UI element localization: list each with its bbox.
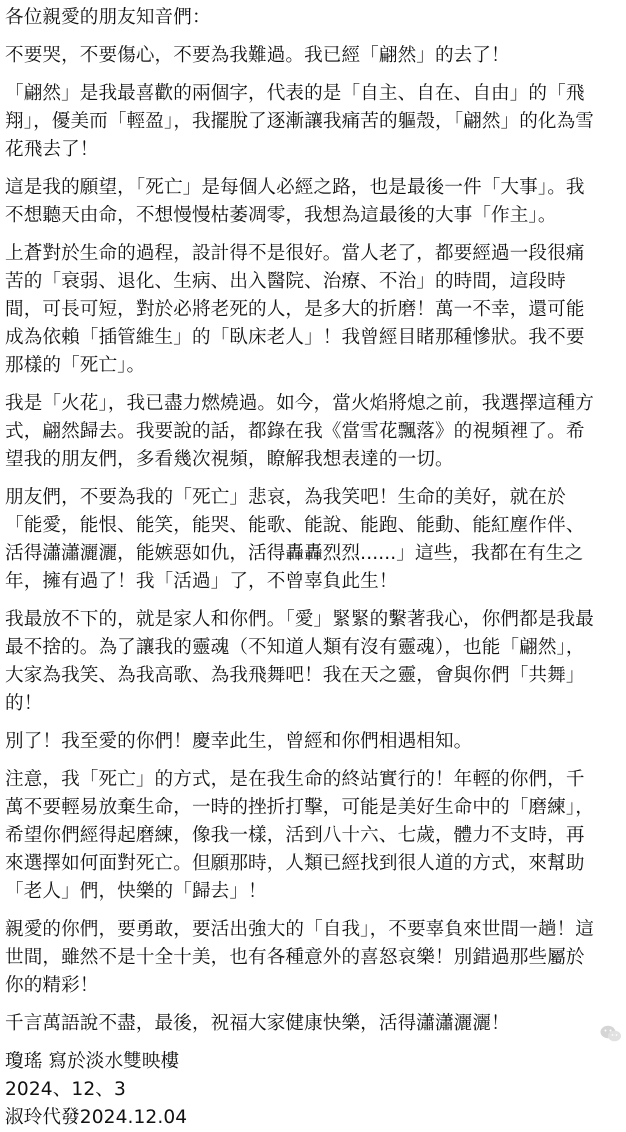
paragraph-2 — [5, 80, 621, 164]
text-line: 成為依賴「插管維生」的「臥床老人」！我曾經目睹那種慘狀。我不要 — [5, 327, 585, 348]
text-line: 親愛的你們，要勇敢，要活出強大的「自我」，不要辜負來世間一趟！這 — [5, 919, 594, 940]
paragraph-11 — [5, 1010, 621, 1038]
paragraph-6 — [5, 484, 621, 596]
text-line: 這是我的願望，「死亡」是每個人必經之路，也是最後一件「大事」。我 — [5, 177, 585, 198]
paragraph-1 — [5, 42, 621, 70]
text-line: 式，翩然歸去。我要說的話，都錄在我《當雪花飄落》的視頻裡了。希 — [5, 421, 585, 442]
text-line: 不想聽天由命，不想慢慢枯萎凋零，我想為這最後的大事「作主」。 — [5, 205, 557, 226]
text-line: 萬不要輕易放棄生命，一時的挫折打擊，可能是美好生命中的「磨練」， — [5, 797, 594, 818]
text-line: 苦的「衰弱、退化、生病、出入醫院、治療、不治」的時間，這段時 — [5, 271, 566, 292]
text-line: 你的精彩！ — [5, 975, 99, 996]
greeting: 各位親愛的朋友知音們： — [5, 7, 211, 28]
posted-by: 淑玲代發2024.12.04 — [5, 1107, 188, 1128]
watermark — [600, 1025, 622, 1043]
paragraph-8 — [5, 728, 621, 756]
letter-body — [5, 4, 621, 1132]
text-line: 「翩然」是我最喜歡的兩個字，代表的是「自主、自在、自由」的「飛 — [5, 83, 585, 104]
text-line: 上蒼對於生命的過程，設計得不是很好。當人老了，都要經過一段很痛 — [5, 243, 585, 264]
text-line: 來選擇如何面對死亡。但願那時，人類已經找到很人道的方式，來幫助 — [5, 853, 585, 874]
wechat-icon — [600, 1025, 622, 1043]
text-line: 我最放不下的，就是家人和你們。「愛」緊緊的繫著我心，你們都是我最 — [5, 609, 594, 630]
signature-author: 瓊瑤 寫於淡水雙映樓 — [5, 1051, 180, 1072]
text-line: 我是「火花」，我已盡力燃燒過。如今，當火焰將熄之前，我選擇這種方 — [5, 393, 594, 414]
text-line: 世間，雖然不是十全十美，也有各種意外的喜怒哀樂！別錯過那些屬於 — [5, 947, 585, 968]
paragraph-7 — [5, 606, 621, 718]
paragraph-4 — [5, 240, 621, 380]
text-line: 不要哭，不要傷心，不要為我難過。我已經「翩然」的去了！ — [5, 45, 510, 66]
text-line: 別了！我至愛的你們！慶幸此生，曾經和你們相遇相知。 — [5, 731, 473, 752]
paragraph-10 — [5, 916, 621, 1000]
text-line: 「老人」們，快樂的「歸去」！ — [5, 881, 267, 902]
text-line: 注意，我「死亡」的方式，是在我生命的終站實行的！年輕的你們，千 — [5, 769, 585, 790]
paragraph-5 — [5, 390, 621, 474]
text-line: 最不捨的。為了讓我的靈魂（不知道人類有沒有靈魂），也能「翩然」， — [5, 637, 585, 658]
text-line: 那樣的「死亡」。 — [5, 355, 146, 376]
text-line: 花飛去了！ — [5, 139, 99, 160]
signature-date: 2024、12、3 — [5, 1079, 126, 1100]
paragraph-3 — [5, 174, 621, 230]
text-line: 望我的朋友們，多看幾次視頻，瞭解我想表達的一切。 — [5, 449, 454, 470]
greeting-paragraph — [5, 4, 621, 32]
text-line: 「能愛，能恨、能笑，能哭、能歌、能說、能跑、能動、能紅塵作伴、 — [5, 515, 585, 536]
text-line: 翔」，優美而「輕盈」，我擺脫了逐漸讓我痛苦的軀殼，「翩然」的化為雪 — [5, 111, 594, 132]
text-line: 活得瀟瀟灑灑，能嫉惡如仇，活得轟轟烈烈......」這些，我都在有生之 — [5, 543, 584, 564]
text-line: 朋友們，不要為我的「死亡」悲哀，為我笑吧！生命的美好，就在於 — [5, 487, 566, 508]
text-line: 年，擁有過了！我「活過」了，不曾辜負此生！ — [5, 571, 398, 592]
text-line: 大家為我笑、為我高歌、為我飛舞吧！我在天之靈，會與你們「共舞」 — [5, 665, 585, 686]
paragraph-9 — [5, 766, 621, 906]
text-line: 希望你們經得起磨練，像我一樣，活到八十六、七歲，體力不支時，再 — [5, 825, 585, 846]
signature-block — [5, 1048, 621, 1132]
text-line: 間，可長可短，對於必將老死的人，是多大的折磨！萬一不幸，還可能 — [5, 299, 585, 320]
text-line: 千言萬語說不盡，最後，祝福大家健康快樂，活得瀟瀟灑灑！ — [5, 1013, 510, 1034]
text-line: 的！ — [5, 693, 43, 714]
